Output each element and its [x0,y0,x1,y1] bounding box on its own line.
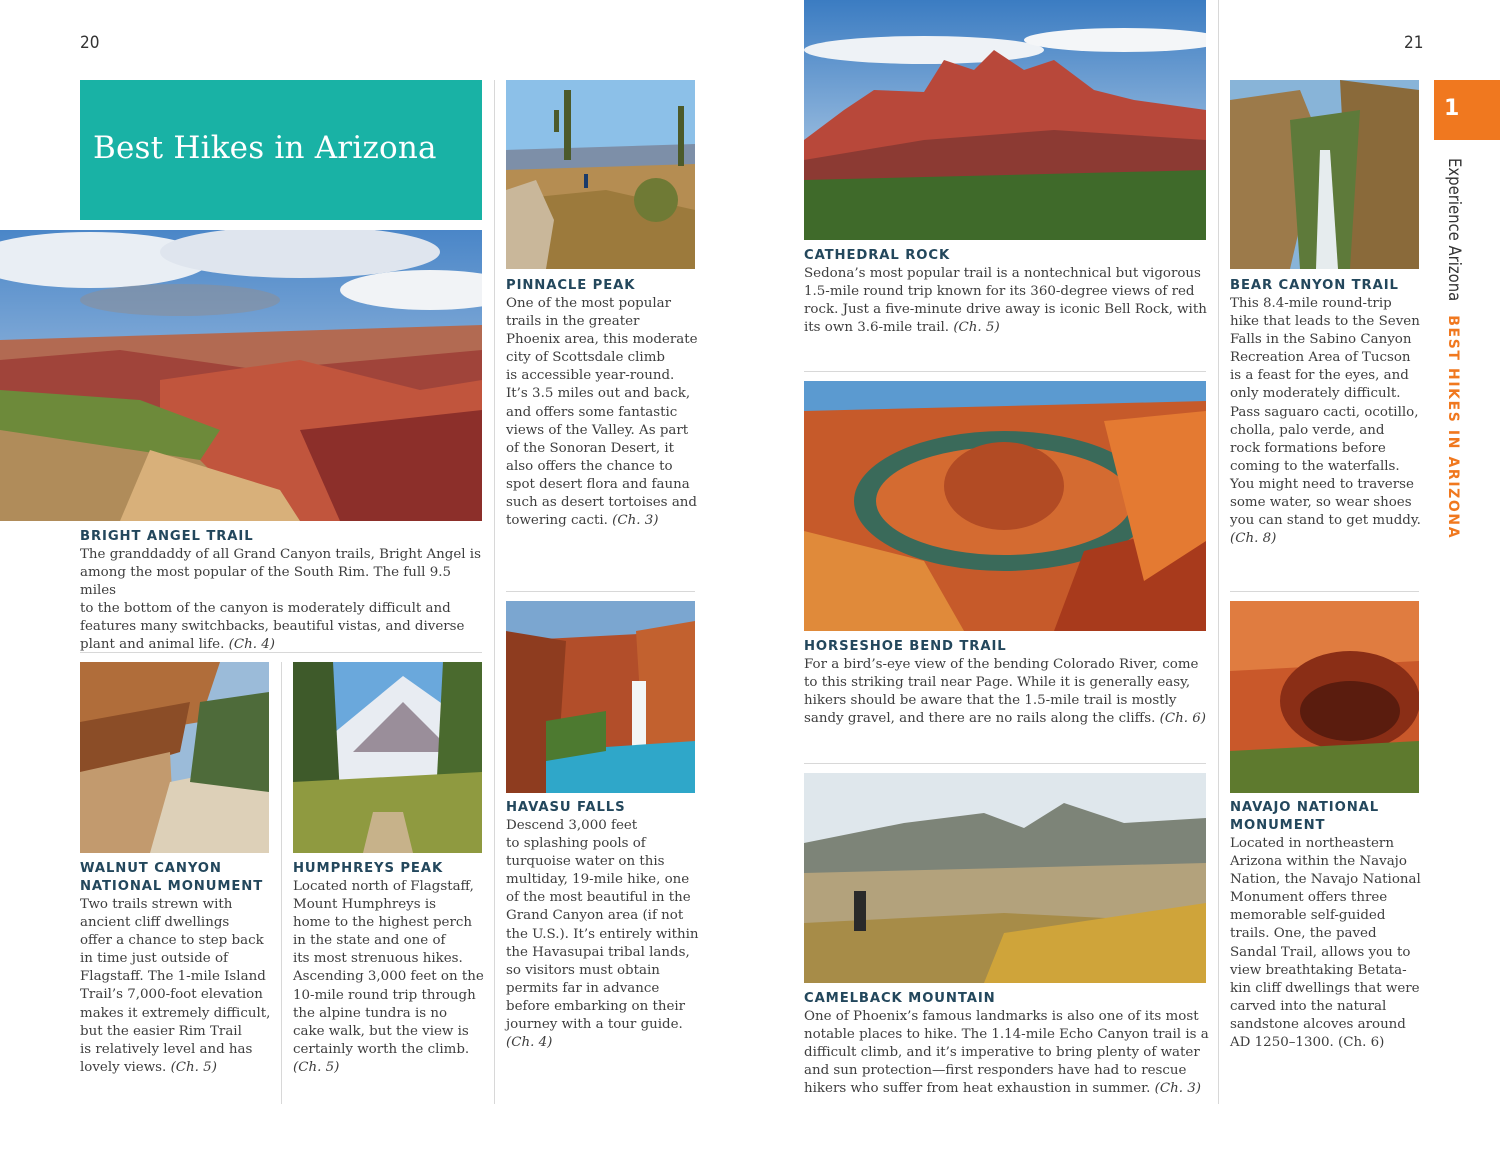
chapter-tab [1434,80,1500,140]
cathedral-rock-title: CATHEDRAL ROCK [804,248,951,263]
row-divider [804,371,1206,372]
row-divider [1230,591,1419,592]
left-page-number: 20 [80,33,100,53]
column-divider [281,662,282,1104]
chapter-section-label: BEST HIKES IN ARIZONA [1445,315,1461,540]
navajo-monument-photo [1230,601,1419,793]
walnut-canyon-description: Two trails strewn with ancient cliff dwellings offer a chance to step back in time just outside of Flagstaff. The 1-mile Island Trail’s 7,000-foot elevation makes it extremely difficult, but the easier Rim Trail is relatively level and has lovely views. (Ch. 5) [80,897,271,1075]
horseshoe-bend-description: For a bird’s-eye view of the bending Colorado River, come to this striking trail near Page. While it is generally easy, hikers should be aware that the 1.5-mile trail is mostly sandy gravel, and there are no rails along the cliffs. (Ch. 6) [804,657,1206,727]
walnut-canyon-photo [80,662,269,853]
navajo-monument-title: NAVAJO NATIONAL MONUMENT [1230,800,1380,833]
row-divider [506,591,695,592]
humphreys-peak-title: HUMPHREYS PEAK [293,861,444,876]
pinnacle-peak-title: PINNACLE PEAK [506,278,636,293]
bright-angel-title: BRIGHT ANGEL TRAIL [80,529,254,544]
horseshoe-bend-photo [804,381,1206,631]
bear-canyon-title: BEAR CANYON TRAIL [1230,278,1399,293]
pinnacle-peak-photo [506,80,695,269]
havasu-falls-title: HAVASU FALLS [506,800,626,815]
section-title-box [80,80,482,220]
havasu-falls-photo [506,601,695,793]
bear-canyon-photo [1230,80,1419,269]
section-title: Best Hikes in Arizona [93,130,437,166]
bright-angel-photo [0,230,482,521]
running-header [1445,158,1464,539]
pinnacle-peak-description: One of the most popular trails in the greater Phoenix area, this moderate city of Scottsdale climb is accessible year-round. It’s 3.5 miles out and back, and offers some fantastic views of the Valley. As part of the Sonoran Desert, it also offers the chance to spot desert flora and fauna such as desert tortoises and towering cacti. (Ch. 3) [506,296,698,529]
humphreys-peak-description: Located north of Flagstaff, Mount Humphreys is home to the highest perch in the state and one of its most strenuous hikes. Ascending 3,000 feet on the 10-mile round trip through the alpine tundra is no cake walk, but the view is certainly worth the climb. (Ch. 5) [293,879,484,1075]
horseshoe-bend-title: HORSESHOE BEND TRAIL [804,639,1007,654]
row-divider [804,763,1206,764]
cathedral-rock-photo [804,0,1206,240]
bear-canyon-description: This 8.4-mile round-trip hike that leads to the Seven Falls in the Sabino Canyon Recreation Area of Tucson is a feast for the eyes, and only moderately difficult. Pass saguaro cacti, ocotillo, cholla, palo verde, and rock formations before coming to the waterfalls. You might need to traverse some water, so wear shoes you can stand to get muddy. (Ch. 8) [1230,296,1421,547]
right-page-number: 21 [1404,33,1424,53]
havasu-falls-description: Descend 3,000 feet to splashing pools of turquoise water on this multiday, 19-mile hike, one of the most beautiful in the Grand Canyon area (if not the U.S.). It’s entirely within the Havasupai tribal lands, so visitors must obtain permits far in advance before embarking on their journey with a tour guide. (Ch. 4) [506,818,699,1051]
book-section-label: Experience Arizona [1445,158,1464,302]
navajo-monument-description: Located in northeastern Arizona within the Navajo Nation, the Navajo National Monument offers three memorable self-guided trails. One, the paved Sandal Trail, allows you to view breathtaking Betata- kin cliff dwellings that were carved into the natural sandstone alcoves around AD 1250–1300. (Ch. 6) [1230,836,1421,1051]
bright-angel-description: The granddaddy of all Grand Canyon trails, Bright Angel is among the most popular of the South Rim. The full 9.5 miles to the bottom of the canyon is moderately difficult and features many switchbacks, beautiful vistas, and diverse plant and animal life. (Ch. 4) [80,547,481,653]
camelback-mountain-photo [804,773,1206,983]
humphreys-peak-photo [293,662,482,853]
camelback-mountain-title: CAMELBACK MOUNTAIN [804,991,996,1006]
column-divider [1218,0,1219,1104]
camelback-mountain-description: One of Phoenix’s famous landmarks is also one of its most notable places to hike. The 1.14-mile Echo Canyon trail is a difficult climb, and it’s imperative to bring plenty of water and sun protection—first responders have had to rescue hikers who suffer from heat exhaustion in summer. (Ch. 3) [804,1009,1209,1097]
walnut-canyon-title: WALNUT CANYON NATIONAL MONUMENT [80,861,264,894]
column-divider [494,80,495,1104]
chapter-number: 1 [1444,96,1460,121]
cathedral-rock-description: Sedona’s most popular trail is a nontechnical but vigorous 1.5-mile round trip known for its 360-degree views of red rock. Just a five-minute drive away is iconic Bell Rock, with its own 3.6-mile trail. (Ch. 5) [804,266,1207,336]
